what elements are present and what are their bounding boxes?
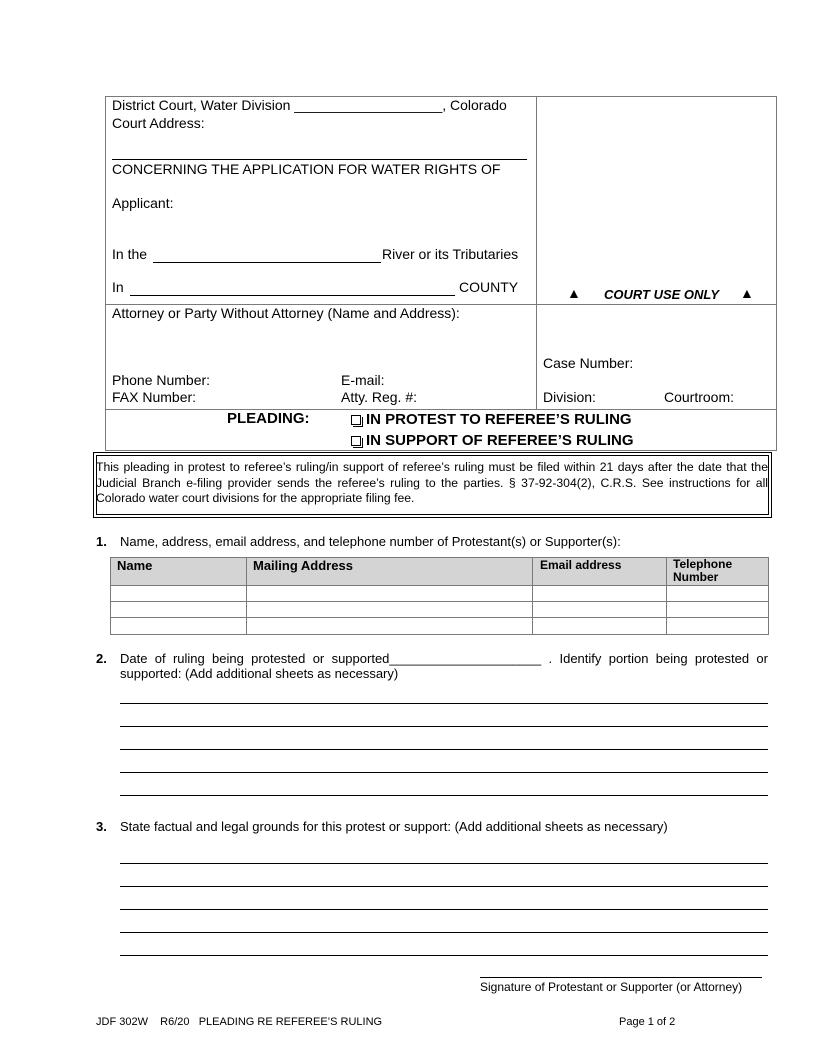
support-option-label: IN SUPPORT OF REFEREE’S RULING [366,432,634,449]
section1-number: 1. [96,534,107,549]
county-prefix: In [112,279,124,295]
section2-text: Date of ruling being protested or supported_____________________ . Identify portion being protested or supported: (Add additional sheets as necessary) [120,651,768,681]
section3-text: State factual and legal grounds for this protest or support: (Add additional sheets as necessary) [120,819,668,834]
river-blank-line[interactable] [153,262,381,263]
attorney-label: Attorney or Party Without Attorney (Name and Address): [112,305,460,321]
column-header-mailing-address: Mailing Address [253,558,353,573]
column-header-name: Name [117,558,153,573]
atty-reg-label: Atty. Reg. #: [341,389,417,405]
court-name-line: District Court, Water Division ___________________, Colorado [112,97,507,113]
footer-page-number: Page 1 of 2 [619,1016,676,1028]
protest-option[interactable] [351,411,632,428]
signature-label: Signature of Protestant or Supporter (or Attorney) [480,980,743,994]
email-label: E-mail: [341,372,385,388]
section3-number: 3. [96,819,107,834]
fax-label: FAX Number: [112,389,197,405]
courtroom-label: Courtroom: [664,389,735,405]
support-option[interactable] [351,432,634,449]
notice-text: This pleading in protest to referee’s ruling/in support of referee’s ruling must be filed within 21 days after the date that the Judicial Branch e-filing provider sends the referee’s ruling to the parties. § 37-92-304(2), C.R.S. See instructions for all Colorado water court divisions for the appropriate filing fee. [96,460,768,505]
division-label: Division: [543,389,596,405]
concerning-label: CONCERNING THE APPLICATION FOR WATER RIGHTS OF [112,161,501,177]
triangle-up-icon: ▲ [567,285,581,301]
river-suffix: River or its Tributaries [382,246,519,262]
column-header-email: Email address [540,558,622,572]
county-blank-line[interactable] [130,295,455,296]
river-prefix: In the [112,246,148,262]
section1-text: Name, address, email address, and telephone number of Protestant(s) or Supporter(s): [120,534,621,549]
column-header-telephone: Telephone Number [673,557,733,584]
address-blank-line [112,159,527,160]
court-address-label: Court Address: [112,115,205,131]
triangle-up-icon: ▲ [740,285,754,301]
pleading-label: PLEADING: [227,410,310,427]
footer-form-id: JDF 302W R6/20 PLEADING RE REFEREE’S RULING [96,1016,383,1028]
protest-option-label: IN PROTEST TO REFEREE’S RULING [366,411,632,428]
signature-line[interactable] [480,977,762,978]
checkbox-icon[interactable] [351,415,361,425]
applicant-label: Applicant: [112,195,174,211]
case-number-label: Case Number: [543,355,634,371]
county-suffix: COUNTY [459,279,519,295]
phone-label: Phone Number: [112,372,211,388]
section2-number: 2. [96,651,107,666]
checkbox-icon[interactable] [351,436,361,446]
court-use-only-label: COURT USE ONLY [604,287,720,302]
